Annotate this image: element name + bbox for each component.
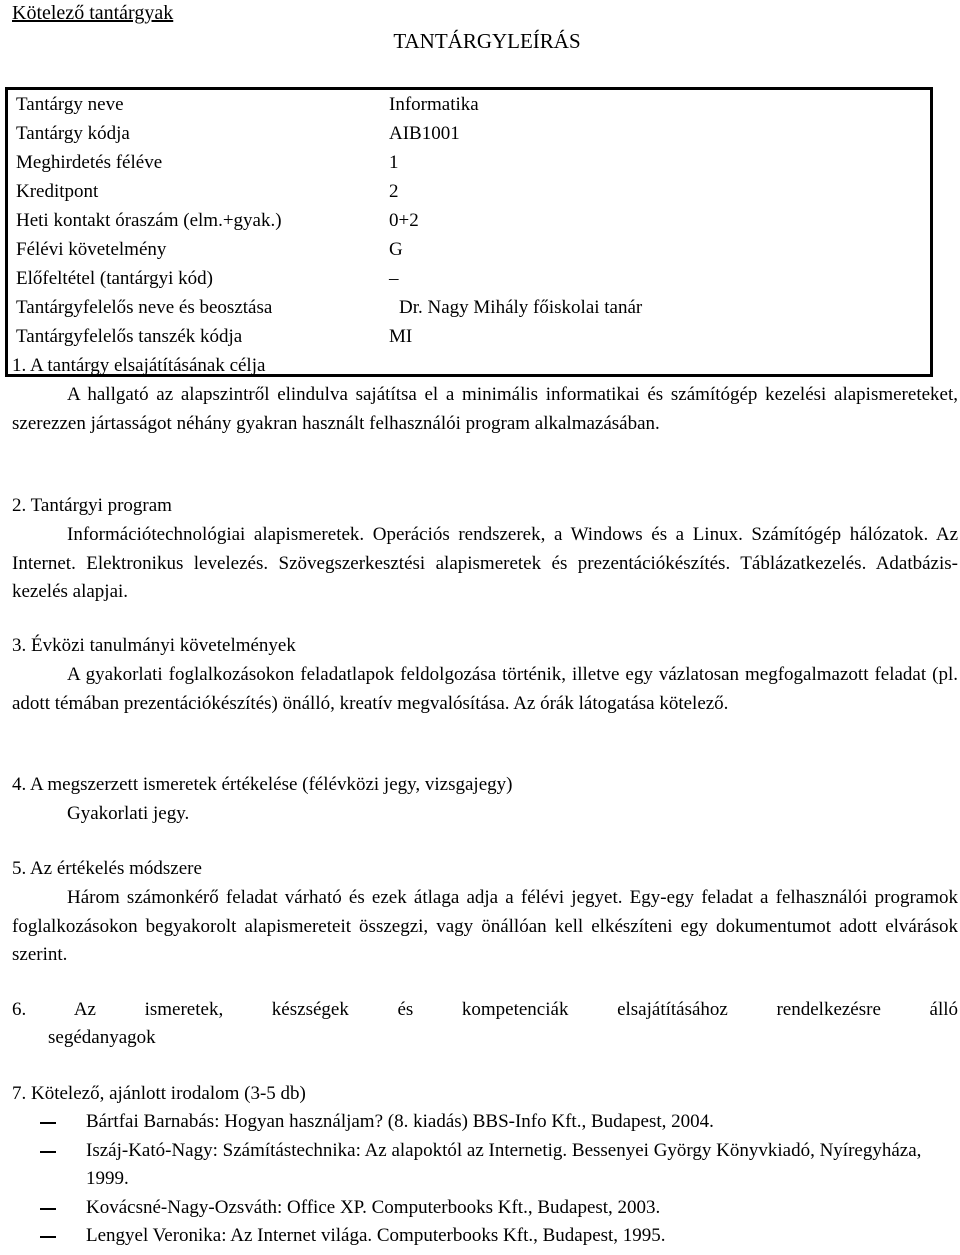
section-2-text: Információtechnológiai alapismeretek. Operációs rendszerek, a Windows és a Linux. Számítógép hálózatok. Az Internet. Elektronikus levelezés. Szövegszerkesztési alapismeretek és prezentációkészítés. Táblázatkezelés. Adatbázis-kezelés alapjai. — [12, 524, 958, 602]
dash-bullet-icon — [40, 1236, 56, 1238]
info-label: Tantárgyfelelős tanszék kódja — [16, 326, 243, 347]
info-value: AIB1001 — [389, 123, 460, 144]
info-value: – — [389, 268, 399, 289]
info-value: Informatika — [389, 94, 479, 115]
info-label: Meghirdetés féléve — [16, 152, 163, 173]
literature-entry: Bártfai Barnabás: Hogyan használjam? (8. kiadás) BBS-Info Kft., Budapest, 2004. — [86, 1111, 714, 1132]
course-info-table — [5, 87, 933, 377]
info-value: 0+2 — [389, 210, 419, 231]
info-value: Dr. Nagy Mihály főiskolai tanár — [399, 297, 643, 318]
literature-entry: Iszáj-Kató-Nagy: Számítástechnika: Az alapoktól az Internetig. Bessenyei György Könyvkiadó, Nyíregyháza, 1999. — [86, 1139, 922, 1189]
list-item — [12, 1194, 952, 1223]
info-label: Tantárgy neve — [16, 94, 124, 115]
info-label: Előfeltétel (tantárgyi kód) — [16, 268, 213, 289]
info-label: Tantárgyfelelős neve és beosztása — [16, 297, 273, 318]
dash-bullet-icon — [40, 1151, 56, 1153]
list-item — [12, 1137, 952, 1194]
section-1-text: A hallgató az alapszintről elindulva sajátítsa el a minimális informatikai és számítógép kezelési alapismereteket, szerezzen jártasságot néhány gyakran használt felhasználói program alkalmazásában. — [12, 384, 958, 434]
literature-entry: Kovácsné-Nagy-Ozsváth: Office XP. Computerbooks Kft., Budapest, 2003. — [86, 1196, 661, 1218]
literature-entry: Lengyel Veronika: Az Internet világa. Computerbooks Kft., Budapest, 1995. — [86, 1225, 666, 1246]
info-value: G — [389, 239, 403, 260]
info-label: Kreditpont — [16, 181, 99, 202]
section-1-heading: 1. A tantárgy elsajátításának célja — [12, 355, 266, 376]
section-5-text: Három számonkérő feladat várható és ezek átlaga adja a félévi jegyet. Egy-egy feladat a felhasználói programok foglalkozásokon begyakorolt alapismereteit összegzi, vagy önállóan kell elkészíteni egy dokumentumot adott elvárások szerint. — [12, 887, 958, 965]
dash-bullet-icon — [40, 1122, 56, 1124]
section-6-heading: 6. Az ismeretek, készségek és kompetenciák elsajátításához rendelkezésre álló — [12, 999, 958, 1020]
literature-list — [12, 1108, 952, 1251]
section-3-text: A gyakorlati foglalkozásokon feladatlapok feldolgozása történik, illetve egy vázlatosan megfogalmazott feladat (pl. adott témában prezentációkészítés) önálló, kreatív megvalósítása. Az órák látogatása kötelező. — [12, 664, 958, 714]
info-value: 1 — [389, 152, 399, 173]
section-6-heading-continued: segédanyagok — [48, 1027, 156, 1048]
section-3-heading: 3. Évközi tanulmányi követelmények — [12, 635, 296, 656]
section-2-heading: 2. Tantárgyi program — [12, 495, 172, 516]
info-label: Heti kontakt óraszám (elm.+gyak.) — [16, 210, 282, 231]
info-value: MI — [389, 326, 413, 347]
required-courses-link[interactable]: Kötelező tantárgyak — [12, 2, 174, 24]
dash-bullet-icon — [40, 1208, 56, 1210]
section-4-heading: 4. A megszerzett ismeretek értékelése (félévközi jegy, vizsgajegy) — [12, 774, 513, 795]
list-item — [12, 1222, 952, 1251]
info-label: Félévi követelmény — [16, 239, 167, 260]
info-label: Tantárgy kódja — [16, 123, 130, 144]
info-value: 2 — [389, 181, 399, 202]
section-4-text: Gyakorlati jegy. — [67, 803, 190, 824]
section-7-heading: 7. Kötelező, ajánlott irodalom (3-5 db) — [12, 1083, 306, 1104]
list-item — [12, 1108, 952, 1137]
page-title: TANTÁRGYLEÍRÁS — [393, 29, 581, 53]
section-5-heading: 5. Az értékelés módszere — [12, 858, 202, 879]
